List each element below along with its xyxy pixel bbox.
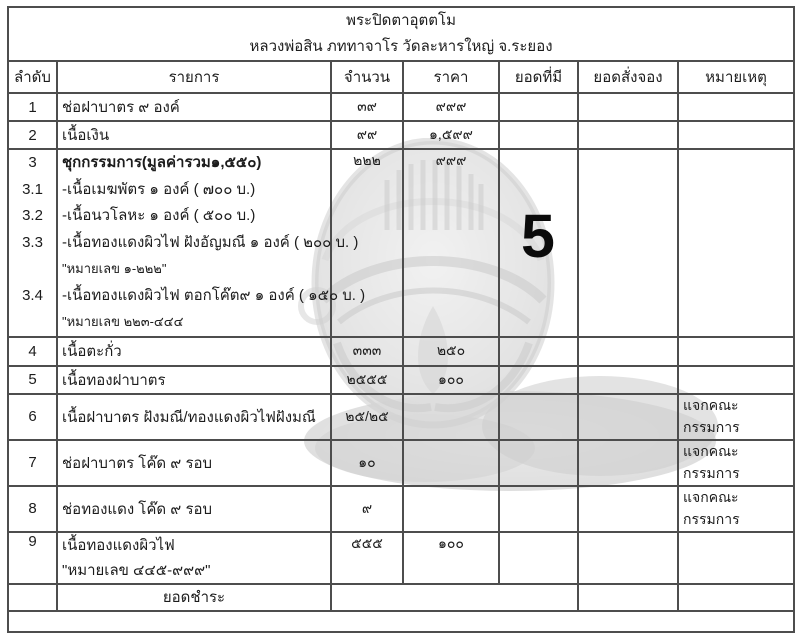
row-no-cell: 4 [8, 337, 57, 366]
item-cell: ช่อทองแดง โค๊ด ๙ รอบ [57, 486, 331, 532]
reserved-cell [578, 93, 678, 121]
note-cell [678, 366, 794, 394]
item-cell: ช่อฝาบาตร โค๊ด ๙ รอบ [57, 440, 331, 486]
header-note: หมายเหตุ [678, 61, 794, 93]
stock-cell [499, 366, 578, 394]
qty-cell: ๑๐ [331, 440, 403, 486]
total-amount-cell [331, 584, 578, 611]
item-line: -เนื้อทองแดงผิวไฟ ฝังอัญมณี ๑ องค์ ( ๒๐๐ บ. ) [62, 233, 359, 251]
item-line: -เนื้อเมฆพัตร ๑ องค์ ( ๗๐๐ บ.) [62, 180, 256, 198]
stock-cell [499, 337, 578, 366]
empty-footer-row [8, 611, 794, 632]
empty-footer-cell [8, 611, 794, 632]
sub-no: 3 [28, 154, 37, 171]
item-cell [57, 532, 331, 584]
table-row [8, 93, 794, 121]
qty-cell: ๙๙ [331, 121, 403, 149]
document-title-cell [8, 7, 794, 61]
qty-cell: ๕๕๕ [331, 532, 403, 584]
item-cell: เนื้อฝาบาตร ฝังมณี/ทองแดงผิวไฟฝังมณี [57, 394, 331, 440]
header-reserved: ยอดสั่งจอง [578, 61, 678, 93]
sub-no [13, 309, 52, 336]
price-cell: ๑๐๐ [403, 366, 499, 394]
note-cell [678, 337, 794, 366]
table-row [8, 394, 794, 440]
row-no-cell: 2 [8, 121, 57, 149]
table-row [8, 366, 794, 394]
reserved-cell [578, 394, 678, 440]
header-row [8, 61, 794, 93]
price-cell: ๑,๕๙๙ [403, 121, 499, 149]
reserved-cell [578, 440, 678, 486]
total-reserved-cell [578, 584, 678, 611]
reserved-cell [578, 121, 678, 149]
table-row [8, 532, 794, 584]
sub-no: 3.3 [22, 233, 43, 251]
header-no: ลำดับ [8, 61, 57, 93]
title-row [8, 7, 794, 61]
price-cell: ๒๕๐ [403, 337, 499, 366]
row-no-cell: 7 [8, 440, 57, 486]
stock-cell [499, 394, 578, 440]
overlay-number: 5 [521, 202, 555, 270]
price-cell: ๙๙๙ [403, 93, 499, 121]
row-no-cell [8, 149, 57, 337]
table-row [8, 486, 794, 532]
stock-cell [499, 121, 578, 149]
header-item: รายการ [57, 61, 331, 93]
reserved-cell [578, 486, 678, 532]
note-cell [678, 149, 794, 337]
reserved-cell [578, 337, 678, 366]
table-row [8, 121, 794, 149]
row-no-cell: 1 [8, 93, 57, 121]
row-no-cell: 8 [8, 486, 57, 532]
sub-no: 3.2 [22, 207, 43, 224]
price-cell [403, 394, 499, 440]
header-price: ราคา [403, 61, 499, 93]
stock-cell [499, 486, 578, 532]
reserved-cell [578, 532, 678, 584]
total-no-cell [8, 584, 57, 611]
qty-cell: ๒๕๕๕ [331, 366, 403, 394]
row-no-cell: 9 [8, 532, 57, 584]
price-cell [403, 440, 499, 486]
price-cell: ๙๙๙ [403, 149, 499, 337]
total-row [8, 584, 794, 611]
item-cell: เนื้อตะกั่ว [57, 337, 331, 366]
price-cell: ๑๐๐ [403, 532, 499, 584]
reserved-cell [578, 366, 678, 394]
note-cell: แจกคณะกรรมการ [678, 440, 794, 486]
item-line: -เนื้อนวโลหะ ๑ องค์ ( ๕๐๐ บ.) [62, 207, 256, 224]
price-cell [403, 486, 499, 532]
stock-cell [499, 93, 578, 121]
item-cell [57, 149, 366, 337]
sub-no: 3.1 [22, 180, 43, 198]
note-cell [678, 121, 794, 149]
row-no-cell: 6 [8, 394, 57, 440]
item-line: เนื้อทองแดงผิวไฟ [62, 536, 175, 554]
qty-cell: ๒๒๒ [331, 149, 403, 337]
qty-cell: ๓๙ [331, 93, 403, 121]
note-cell [678, 93, 794, 121]
page-title: พระปิดตาอุตตโม [346, 12, 456, 29]
total-label: ยอดชำระ [57, 584, 331, 611]
total-note-cell [678, 584, 794, 611]
item-line: -เนื้อทองแดงผิวไฟ ตอกโค๊ต๙ ๑ องค์ ( ๑๕๐ บ. ) [62, 286, 366, 304]
sub-no [13, 256, 52, 283]
serial-note: "หมายเลข ๑-๒๒๒" [62, 261, 167, 276]
item-cell: เนื้อเงิน [57, 121, 331, 149]
qty-cell: ๒๕/๒๕ [331, 394, 403, 440]
stock-cell [499, 440, 578, 486]
stock-cell [499, 149, 578, 337]
table-row [8, 440, 794, 486]
row-no-cell: 5 [8, 366, 57, 394]
serial-note: "หมายเลข ๒๒๓-๔๔๔ [62, 314, 184, 329]
item-cell: ช่อฝาบาตร ๙ องค์ [57, 93, 331, 121]
reserved-cell [578, 149, 678, 337]
serial-note: "หมายเลข ๔๔๕-๙๙๙" [62, 561, 211, 579]
header-stock: ยอดที่มี [499, 61, 578, 93]
page-subtitle: หลวงพ่อสิน ภททาจาโร วัดละหารใหญ่ จ.ระยอง [249, 38, 553, 55]
note-cell [678, 532, 794, 584]
sub-no: 3.4 [22, 286, 43, 304]
table-row [8, 337, 794, 366]
price-list-table [7, 6, 795, 633]
qty-cell: ๙ [331, 486, 403, 532]
item-line: ชุกกรรมการ(มูลค่ารวม๑,๕๕๐) [62, 154, 262, 171]
stock-cell [499, 532, 578, 584]
table-row-group-3 [8, 149, 794, 337]
note-cell: แจกคณะกรรมการ [678, 486, 794, 532]
header-qty: จำนวน [331, 61, 403, 93]
note-cell: แจกคณะกรรมการ [678, 394, 794, 440]
item-cell: เนื้อทองฝาบาตร [57, 366, 331, 394]
qty-cell: ๓๓๓ [331, 337, 403, 366]
